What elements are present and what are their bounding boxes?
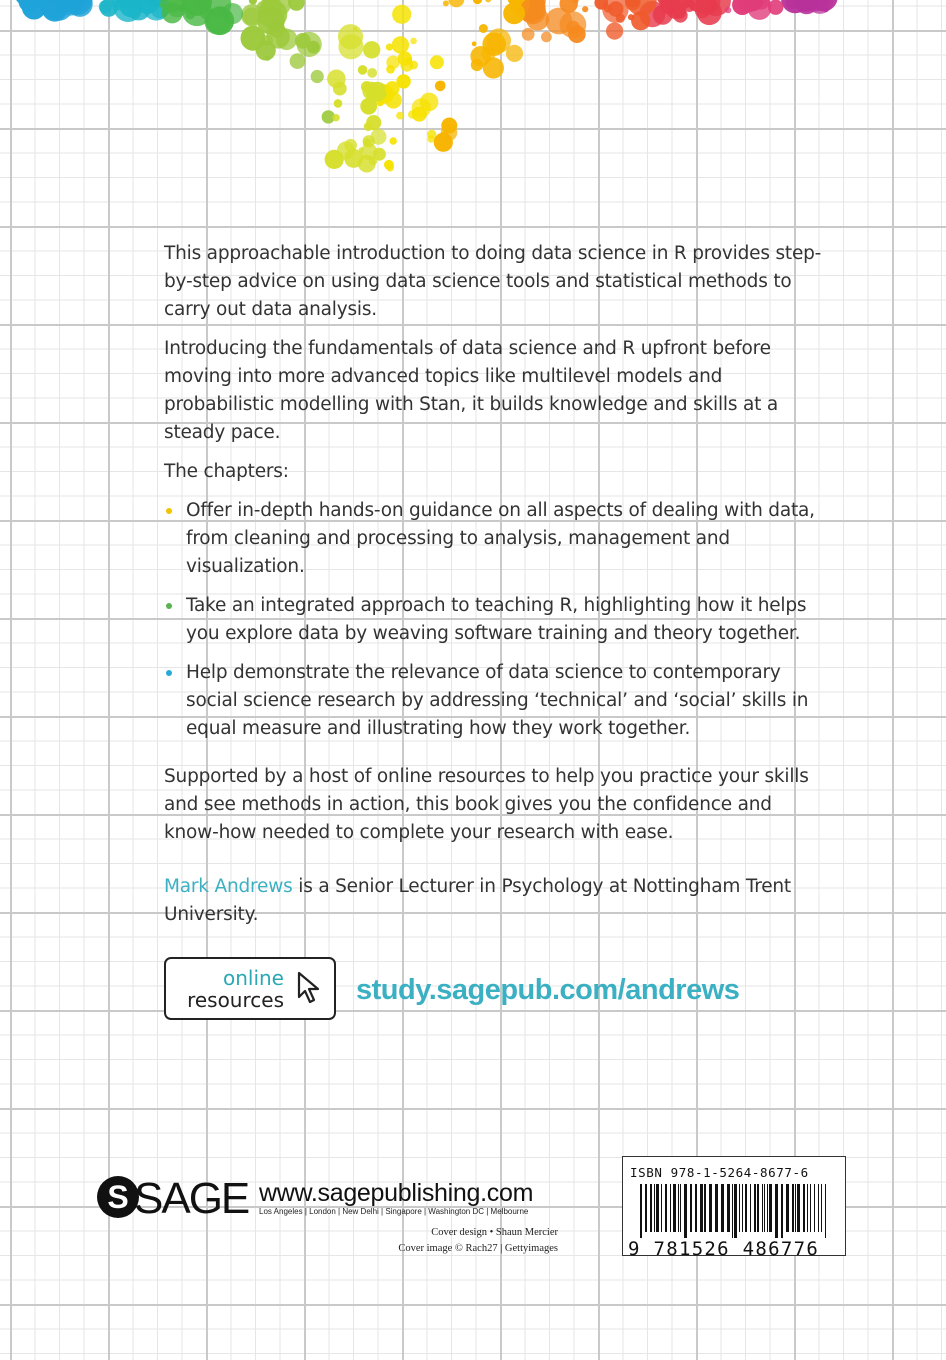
barcode-bar: [810, 1184, 811, 1232]
online-label: online: [222, 966, 284, 990]
resources-label: resources: [187, 988, 284, 1012]
decorative-dot: [503, 2, 525, 24]
decorative-dot: [249, 0, 257, 5]
companion-website-link[interactable]: study.sagepub.com/andrews: [356, 974, 740, 1006]
barcode-bar: [775, 1184, 778, 1238]
barcode-bar: [690, 1184, 692, 1232]
barcode-bar: [654, 1184, 655, 1232]
barcode-bar: [673, 1184, 676, 1232]
author-bio: [164, 873, 826, 929]
barcode-bar: [734, 1184, 737, 1238]
decorative-dot: [311, 70, 324, 83]
bullet-dot-icon: [166, 603, 172, 609]
decorative-dot: [262, 35, 273, 46]
svg-text:S: S: [107, 1179, 129, 1215]
decorative-dot: [297, 32, 322, 57]
barcode-bar: [650, 1184, 652, 1232]
publisher-website[interactable]: www.sagepublishing.com: [259, 1179, 534, 1207]
decorative-dot: [99, 0, 112, 13]
decorative-dot: [582, 6, 588, 12]
decorative-dot: [628, 14, 634, 20]
barcode-bar: [792, 1184, 794, 1232]
chapter-bullet-text: Take an integrated approach to teaching R, highlighting how it helps you explore data by weaving software training and theory together.: [186, 595, 807, 644]
decorative-dot: [384, 160, 394, 170]
decorative-dot: [473, 0, 482, 4]
decorative-dot: [441, 118, 457, 134]
barcode-bar: [695, 1184, 697, 1232]
decorative-dot: [257, 7, 285, 35]
decorative-dot: [334, 99, 343, 108]
author-bio-text: is a Senior Lecturer in Psychology at Nottingham Trent University.: [164, 876, 791, 925]
decorative-dot: [606, 23, 623, 40]
barcode-bar: [818, 1184, 819, 1232]
barcode-bar: [715, 1184, 718, 1232]
barcode-bar: [795, 1184, 796, 1232]
barcode-bar: [678, 1184, 679, 1232]
decorative-dot: [522, 28, 535, 41]
decorative-dot: [367, 68, 377, 78]
decorative-dot: [427, 130, 436, 139]
barcode-bar: [640, 1184, 642, 1238]
decorative-dot: [430, 55, 444, 69]
barcode-bar: [757, 1184, 759, 1232]
decorative-dot: [546, 8, 573, 35]
decorative-dot: [363, 41, 380, 58]
barcode-bar: [665, 1184, 667, 1232]
barcode-bar: [786, 1184, 789, 1232]
barcode-bar: [762, 1184, 763, 1232]
barcode-bar: [739, 1184, 740, 1232]
decorative-dot: [653, 5, 673, 25]
decorative-dot: [568, 25, 586, 43]
barcode-bar: [754, 1184, 756, 1232]
decorative-dot: [243, 8, 261, 26]
author-name: Mark Andrews: [164, 876, 293, 897]
decorative-dot: [332, 114, 339, 121]
decorative-dot: [616, 14, 625, 23]
barcode-bar: [803, 1184, 805, 1232]
decorative-dot: [338, 34, 363, 59]
barcode-bar: [670, 1184, 671, 1232]
decorative-dot: [290, 53, 306, 69]
decorative-dot: [434, 133, 453, 152]
barcode-bar: [704, 1184, 706, 1232]
bullet-dot-icon: [166, 508, 172, 514]
sage-logo: [96, 1174, 256, 1222]
barcode-bar: [680, 1184, 681, 1232]
decorative-dot: [371, 129, 387, 145]
decorative-dot: [541, 32, 552, 43]
decorative-dot: [472, 41, 477, 46]
chapter-bullet-item: [164, 592, 826, 648]
decorative-dot: [392, 36, 409, 53]
barcode-bar: [684, 1184, 687, 1238]
decorative-dot: [392, 5, 411, 24]
decorative-dot: [506, 45, 523, 62]
barcode-bar: [721, 1184, 724, 1232]
cover-image-credit: Cover image © Rach27 | Gettyimages: [398, 1243, 558, 1254]
decorative-dot: [768, 0, 783, 15]
decorative-dot: [325, 150, 344, 169]
chapter-bullet-text: Help demonstrate the relevance of data science to contemporary social science research by addressing ‘technical’ and ‘social’ skills in equal measure and illustrating how they work together.: [186, 662, 809, 739]
decorative-dot: [485, 0, 491, 2]
barcode-bar: [807, 1184, 808, 1232]
barcode-bar: [781, 1184, 783, 1238]
chapters-list: [164, 497, 826, 743]
online-resources-badge[interactable]: [164, 957, 336, 1020]
bullet-dot-icon: [166, 670, 172, 676]
decorative-dot: [353, 27, 357, 31]
decorative-dot: [435, 81, 446, 92]
overview-paragraph: Introducing the fundamentals of data science and R upfront before moving into more advanced topics like multilevel models and probabilistic modelling with Stan, it builds knowledge and skills at a steady pace.: [164, 338, 778, 443]
decorative-dot: [385, 81, 400, 96]
decorative-dot: [412, 98, 431, 117]
barcode-bar: [742, 1184, 743, 1232]
decorative-dot: [373, 148, 386, 161]
decorative-dot: [479, 24, 488, 33]
chapter-bullet-item: [164, 659, 826, 743]
back-cover-blurb: [164, 240, 826, 940]
decorative-dot: [366, 115, 381, 130]
decorative-dot: [344, 149, 363, 168]
intro-paragraph: This approachable introduction to doing data science in R provides step-by-step advice on using data science tools and statistical methods to carry out data analysis.: [164, 243, 822, 320]
barcode-bar: [814, 1184, 815, 1232]
barcode-bar: [821, 1184, 822, 1232]
cover-credits: [330, 1225, 558, 1257]
decorative-dot: [265, 55, 270, 60]
decorative-dot: [327, 70, 346, 89]
decorative-dot: [443, 0, 449, 6]
decorative-dot: [44, 2, 56, 14]
chapter-bullet-text: Offer in-depth hands-on guidance on all aspects of dealing with data, from cleaning and processing to analysis, management and visualization.: [186, 500, 815, 577]
cursor-arrow-icon: [296, 971, 322, 1005]
barcode-bar: [745, 1184, 747, 1232]
barcode-bar: [764, 1184, 765, 1232]
barcode-bar: [709, 1184, 712, 1232]
support-paragraph: Supported by a host of online resources to help you practice your skills and see methods in action, this book gives you the confidence and know-how needed to complete your research with ease.: [164, 766, 809, 843]
decorative-dot: [673, 8, 688, 23]
decorative-dot: [360, 98, 377, 115]
barcode-bar: [797, 1184, 800, 1232]
barcode-bar: [767, 1184, 768, 1232]
decorative-dot: [358, 65, 368, 75]
decorative-dot: [725, 7, 731, 13]
decorative-dot: [390, 137, 397, 144]
sage-logo-text: SAGE: [134, 1174, 249, 1222]
barcode-bar: [727, 1184, 730, 1232]
barcode-bar: [656, 1184, 659, 1232]
chapter-bullet-item: [164, 497, 826, 581]
decorative-dot: [410, 38, 417, 45]
barcode-bar: [750, 1184, 751, 1232]
barcode-bar: [769, 1184, 772, 1232]
barcode-bar: [645, 1184, 647, 1232]
colorful-dots-decoration: [0, 0, 946, 200]
barcode-bar: [732, 1184, 733, 1238]
publisher-cities: Los Angeles | London | New Delhi | Singapore | Washington DC | Melbourne: [259, 1207, 529, 1216]
decorative-dot: [483, 57, 504, 78]
decorative-dot: [409, 61, 418, 70]
chapters-heading: The chapters:: [164, 461, 289, 482]
isbn-label: ISBN 978-1-5264-8677-6: [630, 1165, 809, 1180]
cover-design-credit: Cover design • Shaun Mercier: [431, 1227, 558, 1238]
decorative-dot: [386, 56, 400, 70]
decorative-dot: [396, 112, 404, 120]
barcode-digits: 9 781526 486776: [628, 1238, 820, 1260]
decorative-dot: [448, 0, 464, 7]
barcode-bar: [661, 1184, 662, 1232]
barcode-bar: [825, 1184, 826, 1238]
barcode-bar: [700, 1184, 703, 1232]
isbn-barcode: [638, 1184, 834, 1238]
